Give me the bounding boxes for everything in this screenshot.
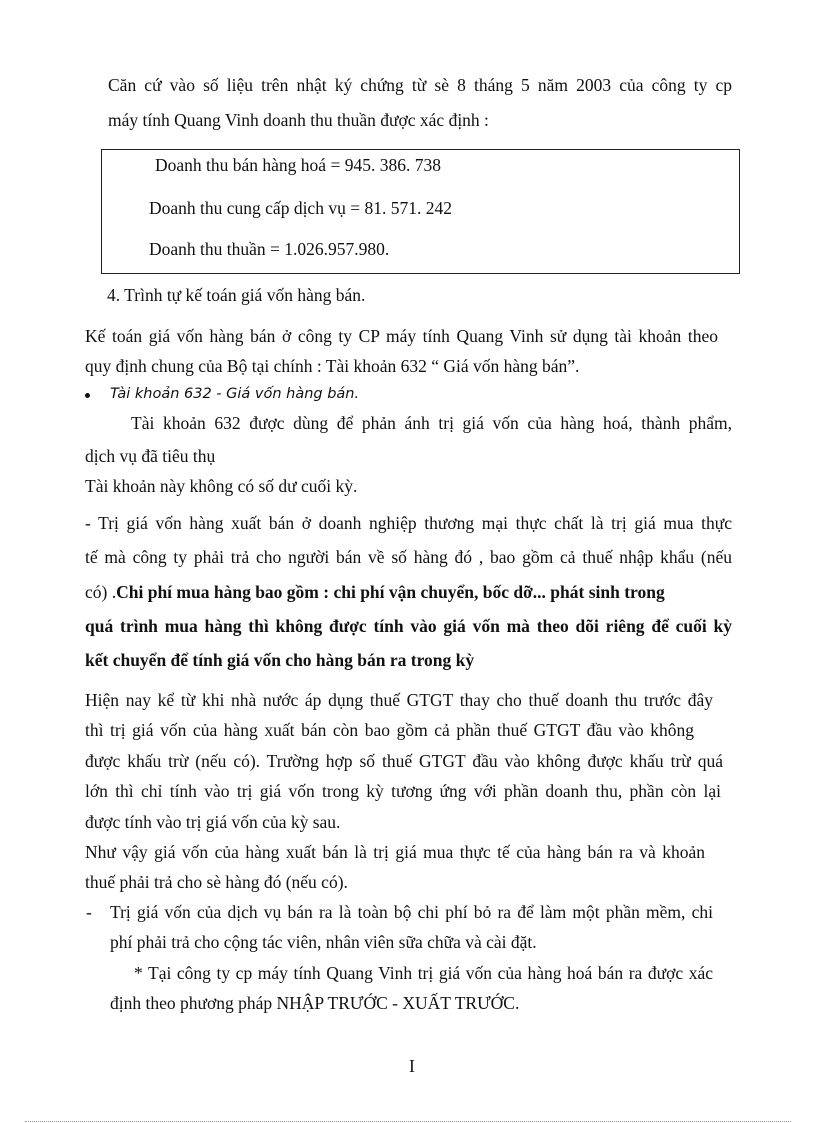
cost-line-5: kết chuyển để tính giá vốn cho hàng bán ra trong kỳ xyxy=(85,650,475,670)
intro-line-2: máy tính Quang Vinh doanh thu thuần được xác định : xyxy=(108,110,489,130)
vat-line-1: Hiện nay kể từ khi nhà nước áp dụng thuế GTGT thay cho thuế doanh thu trước đây xyxy=(85,690,713,710)
account-bullet: Tài khoản 632 - Giá vốn hàng bán. xyxy=(110,386,360,402)
vat-line-4: lớn thì chỉ tính vào trị giá vốn trong kỳ tương ứng với phần doanh thu, phần còn lại xyxy=(85,781,721,801)
cost-line-3 xyxy=(85,584,665,602)
revenue-goods: Doanh thu bán hàng hoá = 945. 386. 738 xyxy=(155,155,441,175)
vat-line-3: được khấu trừ (nếu có). Trường hợp số thuế GTGT đầu vào không được khấu trừ quá xyxy=(85,751,723,771)
service-line-1: Trị giá vốn của dịch vụ bán ra là toàn bộ chi phí bỏ ra để làm một phần mềm, chi xyxy=(110,902,713,922)
cost-line-2: tế mà công ty phải trả cho người bán về số hàng đó , bao gồm cả thuế nhập khẩu (nếu xyxy=(85,547,732,567)
vat-line-5: được tính vào trị giá vốn của kỳ sau. xyxy=(85,812,341,832)
cost-line-3-bold: Chi phí mua hàng bao gồm : chi phí vận chuyển, bốc dỡ... phát sinh trong xyxy=(116,582,665,602)
account-desc-line-3: Tài khoản này không có số dư cuối kỳ. xyxy=(85,476,358,496)
cost-line-3-plain: có) . xyxy=(85,582,117,602)
bullet-icon xyxy=(85,393,90,398)
revenue-net: Doanh thu thuần = 1.026.957.980. xyxy=(149,239,390,259)
account-desc-line-1: Tài khoản 632 được dùng để phản ánh trị giá vốn của hàng hoá, thành phẩm, xyxy=(131,413,732,433)
intro-line-1: Căn cứ vào số liệu trên nhật ký chứng từ sè 8 tháng 5 năm 2003 của công ty cp xyxy=(108,75,732,95)
summary-line-1: Như vậy giá vốn của hàng xuất bán là trị giá mua thực tế của hàng bán ra và khoản xyxy=(85,842,705,862)
account-line-1: Kế toán giá vốn hàng bán ở công ty CP máy tính Quang Vinh sử dụng tài khoản theo xyxy=(85,326,718,346)
account-line-2: quy định chung của Bộ tại chính : Tài khoản 632 “ Giá vốn hàng bán”. xyxy=(85,356,580,376)
page-number: I xyxy=(409,1056,415,1076)
section-heading: 4. Trình tự kế toán giá vốn hàng bán. xyxy=(107,285,366,305)
account-desc-line-2: dịch vụ đã tiêu thụ xyxy=(85,446,216,466)
revenue-services: Doanh thu cung cấp dịch vụ = 81. 571. 242 xyxy=(149,198,452,218)
service-line-2: phí phải trả cho cộng tác viên, nhân viên sữa chữa và cài đặt. xyxy=(110,932,537,952)
note-line-2: định theo phương pháp NHẬP TRƯỚC - XUẤT TRƯỚC. xyxy=(110,993,520,1013)
summary-line-2: thuế phải trả cho sè hàng đó (nếu có). xyxy=(85,872,348,892)
cost-line-1: - Trị giá vốn hàng xuất bán ở doanh nghiệp thương mại thực chất là trị giá mua thực xyxy=(85,513,732,533)
cost-line-4: quá trình mua hàng thì không được tính vào giá vốn mà theo dõi riêng để cuối kỳ xyxy=(85,616,732,636)
note-line-1: * Tại công ty cp máy tính Quang Vinh trị giá vốn của hàng hoá bán ra được xác xyxy=(134,963,713,983)
footer-divider xyxy=(25,1121,791,1122)
vat-line-2: thì trị giá vốn của hàng xuất bán còn bao gồm cả phần thuế GTGT đầu vào không xyxy=(85,720,694,740)
service-dash: - xyxy=(86,902,92,922)
